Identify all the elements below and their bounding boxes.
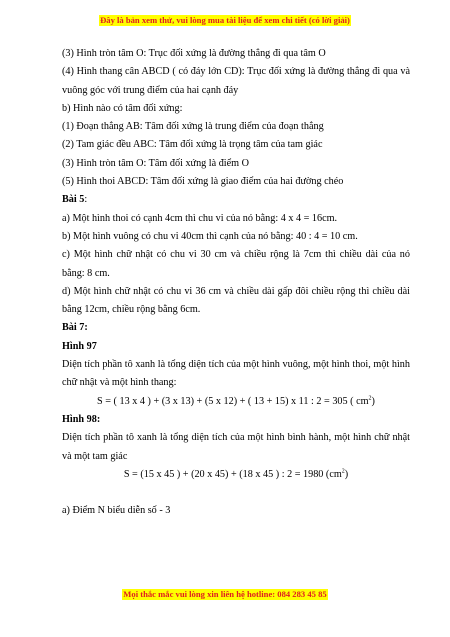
section-heading-bai7: Bài 7:: [62, 322, 88, 334]
text-line: a) Một hình thoi có cạnh 4cm thì chu vi của nó bằng: 4 x 4 = 16cm.: [62, 212, 338, 224]
text-paragraph: d) Một hình chữ nhật có chu vi 36 cm và chiều dài gấp đôi chiều rộng thì chiều dài bằng 12cm, chiều rộng bằng 6cm.: [62, 285, 410, 316]
text-paragraph: (4) Hình thang cân ABCD ( có đáy lớn CD): Trục đối xứng là đường thẳng đi qua và vuông góc với trung điểm của hai cạnh đáy: [62, 66, 410, 96]
formula-close: ): [344, 468, 349, 480]
text-paragraph: Diện tích phần tô xanh là tổng diện tích của một hình bình hành, một hình chữ nhật và một tam giác: [62, 432, 410, 462]
superscript: 2: [368, 395, 372, 402]
subheading-hinh97: Hình 97: [62, 340, 97, 352]
text-line: b) Hình nào có tâm đối xứng:: [62, 102, 183, 114]
blank-line: [62, 484, 410, 502]
formula-hinh98: [62, 466, 410, 484]
formula-text: S = ( 13 x 4 ) + (3 x 13) + (5 x 12) + ( 13 + 15) x 11 : 2 = 305 ( cm: [97, 395, 369, 407]
text-paragraph: Diện tích phần tô xanh là tổng diện tích của một hình vuông, một hình thoi, một hình chữ nhật và một hình thang:: [62, 359, 410, 389]
text-line: (5) Hình thoi ABCD: Tâm đối xứng là giao điểm của hai đường chéo: [62, 176, 344, 188]
text-line: b) Một hình vuông có chu vi 40cm thì cạnh của nó bằng: 40 : 4 = 10 cm.: [62, 230, 358, 242]
subheading-hinh98: Hình 98:: [62, 413, 101, 425]
text-line: (2) Tam giác đều ABC: Tâm đối xứng là trọng tâm của tam giác: [62, 139, 323, 151]
formula-text: S = (15 x 45 ) + (20 x 45) + (18 x 45 ) : 2 = 1980 (cm: [123, 468, 342, 480]
formula-close: ): [371, 395, 375, 407]
heading-colon: :: [84, 194, 88, 206]
document-body: [62, 45, 410, 521]
text-line: (3) Hình tròn tâm O: Trục đối xứng là đường thẳng đi qua tâm O: [62, 48, 326, 59]
text-line: (1) Đoạn thẳng AB: Tâm đối xứng là trung điểm của đoạn thẳng: [62, 121, 324, 133]
text-line: (3) Hình tròn tâm O: Tâm đối xứng là điểm O: [62, 157, 249, 169]
superscript: 2: [341, 468, 345, 475]
text-line: a) Điểm N biểu diễn số - 3: [62, 505, 171, 517]
text-paragraph: c) Một hình chữ nhật có chu vi 30 cm và chiều rộng là 7cm thì chiều dài của nó bằng: 8 cm.: [62, 249, 410, 279]
preview-notice-banner: Đây là bản xem thử, vui lòng mua tài liệu để xem chi tiết (có lời giải): [100, 15, 350, 25]
hotline-banner: Mọi thắc mắc vui lòng xin liên hệ hotline: 084 283 45 85: [123, 589, 327, 599]
formula-hinh97: [62, 393, 410, 411]
heading-text: Bài 5: [62, 194, 85, 206]
section-heading-bai5: [62, 191, 410, 209]
